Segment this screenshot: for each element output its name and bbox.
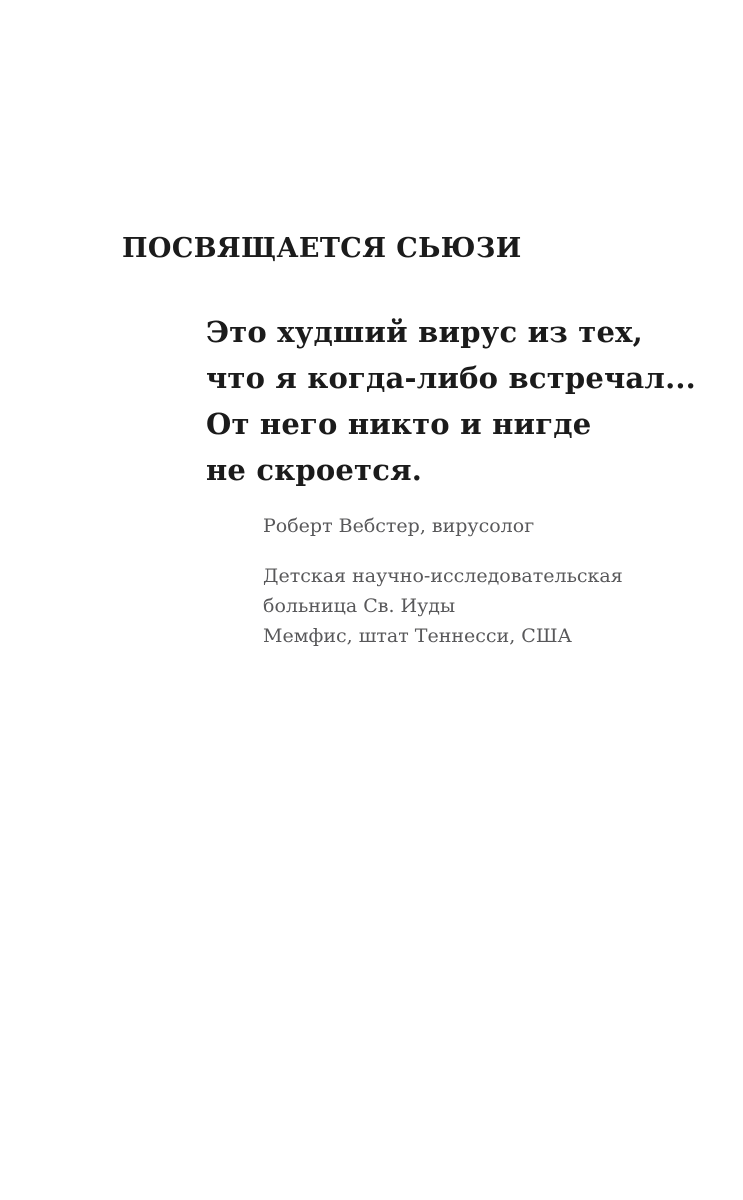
affiliation-line-2: больница Св. Иуды (263, 595, 456, 617)
quote-line-2: что я когда-либо встречал... (206, 361, 696, 395)
epigraph-quote (206, 309, 696, 493)
dedication-heading: ПОСВЯЩАЕТСЯ СЬЮЗИ (122, 233, 522, 264)
quote-affiliation (263, 561, 623, 651)
quote-line-4: не скроется. (206, 453, 422, 487)
quote-line-3: От него никто и нигде (206, 407, 592, 441)
quote-author: Роберт Вебстер, вирусолог (263, 515, 535, 537)
affiliation-line-1: Детская научно-исследовательская (263, 565, 623, 587)
quote-line-1: Это худший вирус из тех, (206, 315, 643, 349)
affiliation-line-3: Мемфис, штат Теннесси, США (263, 625, 572, 647)
